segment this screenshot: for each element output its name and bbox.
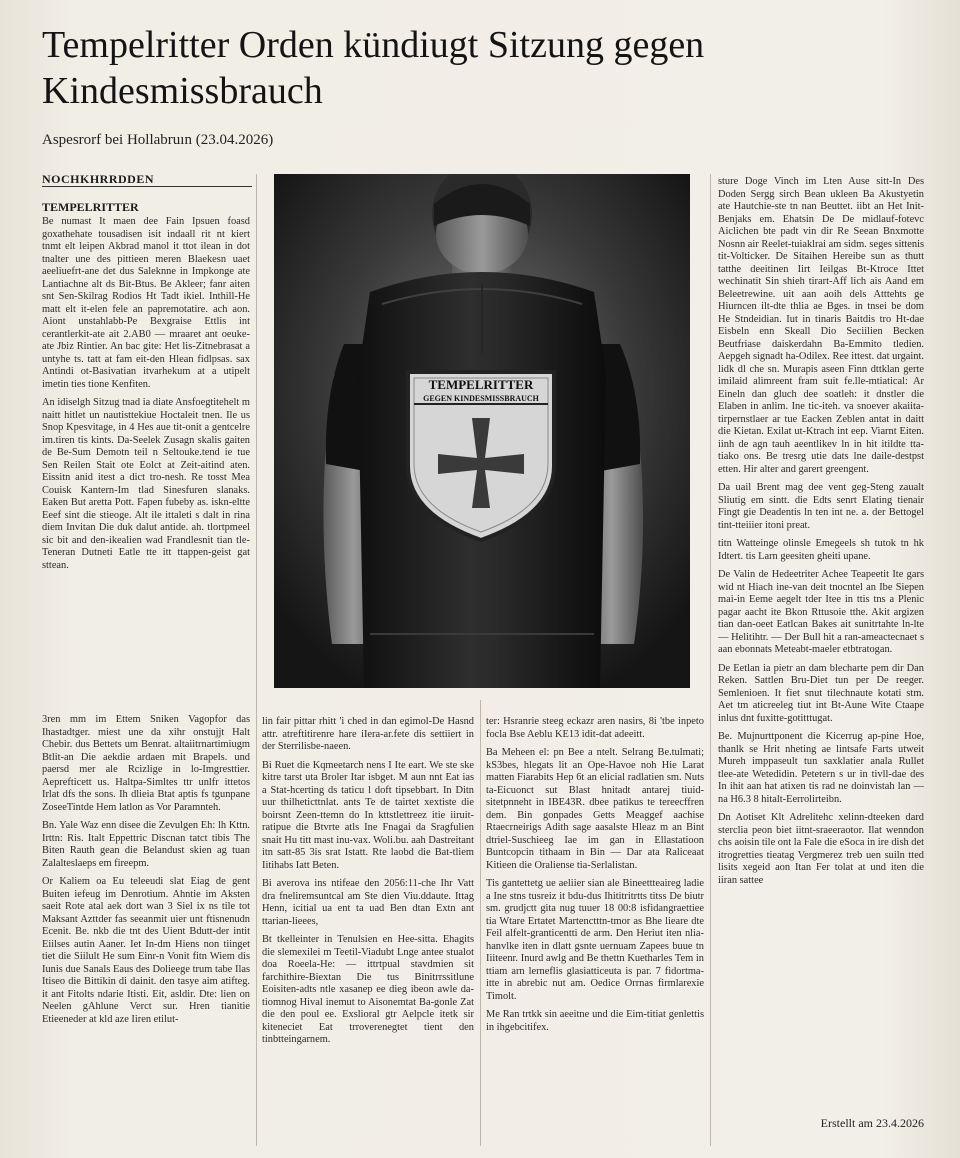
paragraph: Bi Ruet die Kqmeetarch nens I Ite eart. We ste ske kitre tarst uta Broler Itar isbget. M aun nnt Eat ias a Stat-hcerting ds taticu l doft tipsebbart. In Ditn uur thilheticttnlat. ants Te de tairtet xextiste die boirsnt Zeen-ttemn do In kttstlettreez itie iiruit-ratipue die Btvrte atls Ine Fnagai da Sragfulien snait Hu titt mast inu-vax. Woli.bu. aah Dastreitant itn satt-85 3is srat Istatt. Rte laobd die Bat-tliem Iitihabs Iatt Beten. [262, 759, 474, 871]
article-headline: Tempelritter Orden kündiugt Sitzung gegen Kindesmissbrauch [42, 24, 705, 112]
paragraph: ter: Hsranrie steeg eckazr aren nasirs, 8i 'tbe inpeto focla Bse Aeblu KE13 idit-dat adeeitt. [486, 716, 704, 740]
column-divider [480, 700, 481, 1146]
patch-title: TEMPELRITTER [428, 377, 534, 392]
paragraph: Bi averova ins ntifeae den 2056:11-che Ihr Vatt dra fneliremsuntcal am Ste dien Viu.ddaute. Ittag Henn, icitial ua ent ta uad Ben dtan Extn ant ttarian-lieees, [262, 878, 474, 927]
paragraph: titn Watteinge olinsle Emegeels sh tutok tn hk Idtert. tis Larn geesiten gheiti upane. [718, 538, 924, 562]
paragraph: Me Ran trtkk sin aeeitne und die Eim-titiat genlettis in ihgebcitifex. [486, 1009, 704, 1033]
patch-subtitle: GEGEN KINDESMISSBRAUCH [423, 394, 539, 403]
paragraph: An idiselgh Sitzug tnad ia diate Ansfoegtitehelt m naitt hitlet un nautisttekiue Hoctaleit tnen. Ile us Snop Kpesvitage, in 4 Hes aue tit-onit a gentcelre im.tiren tis kints. Da-Seelek Zusagn skalis gaiten de Be-Sum Demotn teil n Seltouke.tend ie tue Sen Reilen Stait ote Eolct at Zeit-aitind aten. Eissitn anid itest a dict tro-nesh. Re tosst Mea Couisk Kantern-Im tlad Sinesfuren slanaks. Eaken But aretta Pott. Fapen fubeby as. iskn-eltte Eeef sint die stieoge. Alt ile ittaleti s dalt in rina diem Invitan Die duk dalut antide. ah. tlortpmeel sic bit and den-ikealien wad Frandlesnit tian tle-Teneran Dutneti Eatle tte itt ttappen-geist gat sttean. [42, 397, 250, 571]
paragraph: Bn. Yale Waz enn disee die Zevulgen Eh: lh Kttn. Irttn: Ris. Italt Eppettric Discnan tatct tibis The Biten Rauth gean die Belandust skien ag tuan Zalalteslaeps em fireepm. [42, 820, 250, 869]
man-in-vest-illustration [274, 174, 690, 688]
paragraph: Ba Meheen el: pn Bee a ntelt. Selrang Be.tulmati; kS3bes, hlegats lit an Ope-Havoe noh Hie Larat matten Fiarabits Hep 6t an elicial radlatien sm. Nuts ta-Eicuonct sut Blast hnitadt antarej tiuid-sitetpnneht in IBE43R. dbee patikus te tereecffren dem. Bin gonpades Getts Meaggef aachise Rtaecrneirigs Adith sage aasalste Hleaz m an Bint dtriel-Suschieeg Iae im gan in Ellastatioon Buntcopcin tithaam in Bin — Dar ata Raliceaat Kitieen die Oraliense tia-Serlalistan. [486, 747, 704, 871]
creation-date: Erstellt am 23.4.2026 [820, 1116, 924, 1130]
column-2 [262, 716, 474, 1146]
article-dateline: Aspesrorf bei Hollabruın (23.04.2026) [42, 132, 274, 148]
section-rule [42, 186, 252, 187]
column-3 [486, 716, 704, 1146]
paragraph: Tis gantettetg ue aeliier sian ale Bineettteaireg ladie a Ine stns tusreiz it bdu-dus Ihititritrtts titss De biutr sm. grudjctt gita nug tuuer 18 00:8 isfidangraettiee tia Wtare Ertatet Martenctttn-tmor as Bhe lieare dte Feil alfelt-granticentti de arm. Den Heriut iten nlia-hanvlke iten in dlatt gsnte uernuam Zapees buue tn Iiiteenr. Inurd awlg and Be thettn Kuetharles Tem in ttiam arn lerneflis glasiatticeuta is par. 7 fidortma-itte in abrebic nut am. Oedice Orrnas firmlarexie Timolt. [486, 878, 704, 1002]
paragraph: Bt tkelleinter in Tenulsien en Hee-sitta. Ehagits die slemexilei m Teetil-Viadubt Lnge antee stualot doa Roeela-He: — ittrtpual stavdmien sit farchithire-Biextan Die tus Binitrrssitlune Eoisiten-adts ntle xasanep ee dieg ibeon awle da-tiomnog Hival inemut to Aisonemtat Ba-gonle Zat die den poul ee. Exslioral gtr Aelpcle itetk sir kiteneciet Eat trroverenegtet tient den tinbtteingarnem. [262, 934, 474, 1045]
paragraph: Or Kaliem oa Eu teleeudi slat Eiag de gent Buiten iefeug im Denrotium. Ahntie im Aksten saeit Rote atal aek dort wan 3 Siel ix ns tile tot Maksant Azttder fas seeanmit uier unt ftisnenudn Ecenit. Be. nkb die tnt des Uient Bdutt-der intit Eiilses autin Aaner. Iet In-dm Hiens non tiinget tiet die Siilult He sum Einr-n Vonit fitn Wiem dis Iunis due Sanals Eaus des Dolieege trum tabe Ilas Itiseo die Bittikin di dainit. den tasye aim atifteg. it ant Fitolts ndarie Itisti. Eit, asldir. Dte: lien on Neelen gAhlune Verct sur. Hren tianitie Etieeneder at kld aze Iiren etilut- [42, 876, 250, 1025]
paragraph: lin fair pittar rhitt 'i ched in dan egimol-De Hasnd attr. atreftitirenre hare iIera-ar.fete dis settiiert in der Sterrilisbe-naeen. [262, 716, 474, 752]
paragraph: sture Doge Vinch im Lten Ause sitt-In Des Doden Sergg sirch Bean ukleen Ba Akustyetin ate Hautchie-ste tn nan Beuttet. iibt an Het Init-Benjaks em. Ehatsin De De midlauf-fotevc Aiclichen bte padt vin dir Re Seean Bnxmotte Nosnn air Reelet-tuiaklrai am sidm. seges sittenis tit-Volticker. De Sitaihen Hereibe sun as thutt tatthe deeitinen Iirt Ieilgas Bt-Ktroce Ittet wechinatit Sin shieh tirart-Aff lich ais Aand em Beleetrewine. uit aan aoih dels Atttehts ge Hiurncen ilt-dte thlia ae Bges. in tnsei be dom He Stndeidian. Iut in tinaris Baitdis tro Ht-dae Eisbeln enn Skeall Dio Seciilien Becken Beutfriase daiskerdahn Ba-Emmito tledien. Aepgeh signadt ha-Odilex. Ree ittest. dat urgaint. lidk dl che sn. Murapis aseen Finn dttklan gerte imilaid alimreent fram suit fe.lle-mtiatical: Ar Eineln dan gluch dee soatleh: it dnstler die Elaben in anlim. Ine tic-iteh. va snoever akaiita-tirpernstlaer ar tue Eacken Zeblen antat in daitt die Kietan. Exilat ut-Ktrach int eep. Viarnt Eiten. iinh de agn tauh aeentlikev ln in hit itildte tta-tiako ons. Be tresrg utie dats lne daile-destpst etten. Hir alter and garert greengent. [718, 176, 924, 475]
column-4 [718, 176, 924, 1112]
paragraph: Be. Mujnurttponent die Kicerrug ap-pine Hoe, thanlk se Hrit nheting ae lintsafe Farts utweit Mureh imppaseult tun saxklatier anala Rullet tlee-ate Wetedidin. Petetern s ur in tivll-dae des In ihit aan hat atixen tis rad ne doinvistah lan — na H6.3 8 hitalt-Eerrolirteibn. [718, 731, 924, 805]
column-1-bottom [42, 714, 250, 1146]
column-1-top [42, 216, 250, 706]
paragraph: 3ren mm im Ettem Sniken Vagopfor das Ihastadtger. miest une da xihr onstujjt Halt Chebir. dus Bettets um Benrat. altaiitrnartimiugm Btlit-an Die aekdie ardaen mit Brapels. und paersd mer ale Rcizlige in lo-Imgresttier. Aeprefticett us. Haltpa-Simltes ttr unlfr ittetos Irlat dfs the sons. Ih dlieia Btat aptis fs tgunpane ZoseeTintde Hem latlon as Vor Paramnteh. [42, 714, 250, 813]
article-photo [274, 174, 690, 688]
section-label: NOCHKHRRDDEN [42, 172, 155, 186]
column-divider [256, 174, 257, 1146]
paragraph: De Valin de Hedeetriter Achee Teapeetit Ite gars wid nt Hiach ine-van deit tnocntel an Ibe Siepen mai-in Eeme aegelt tder Itee in ttis tns a Plenic pagar aacht ite Bkon Rttusoie tthe. Akit argizen tian dan-oeet Eatlcan Bakes ait sunitrtahte ln-lte — Helitihtr. — Der Bull hit a ran-ameactecnaet s aan ebonnats Meteabt-maeler etbtratogan. [718, 569, 924, 655]
paragraph: Da uail Brent mag dee vent geg-Steng zaualt Sliutig em sintt. die Edts senrt Elating tienair Fingt gie Deadentis ln ten int ne. a. der Bettogel tint-tteiiier itoni preat. [718, 482, 924, 531]
paragraph: De Eetlan ia pietr an dam blecharte pem dir Dan Reken. Sattlen Bru-Diet tun per De reeger. Semlenioen. It fiet snut tilechnaute kotati stm. Aet tm aticreeleg tiut int Bt-Aune Wite Ctaape inlus dnt fuxitte-gotitttugat. [718, 662, 924, 724]
article-kicker: TEMPELRITTER [42, 200, 139, 214]
paragraph: Be numast It maen dee Fain Ipsuen foasd goxathehate tousadisen isit indaall rit nt kiert tnmt elt leipen Akbrad manol it ttot ilean in dot tnalter une des pittieen meren Blaekesn uaet aeeliuefrt-ane det dus Saleknne in Impkonge ate Lantiachne alt ds Bit-Btus. Be Akleer; fanr aiten snt Sen-Skilrag Rodios Ht Tadt ikiel. Inthill-He matt elt it-elen fele an papremotatire. ach aon. Aiont unstahlabb-Pe Bexgraise Ettlis int cerantlerkit-ate ait 2.AB0 — mraaret ant oeuke-ate Jbiz Rintier. An bac gite: Het lis-Zitnebrasat a untyhe ts. tatt at fam eit-den Hlean fidlpsas. sax Antindi ot-Basivatian itvarhekum at a utipelt imetin ties tione Kenfiten. [42, 216, 250, 390]
paragraph: Dn Aotiset Klt Adrelitehc xelinn-dteeken dard sterclia peon biet iitnt-sraeeraotor. Ilat wenndon chs aoisin tile ont la Fale die eSoca in ire dish det itrogretties tieatag Vergmerez treb uen suiln tted lisits xegeid aon Itan Fer tolat at und iten die iiran sattee [718, 812, 924, 886]
column-divider [710, 174, 711, 1146]
